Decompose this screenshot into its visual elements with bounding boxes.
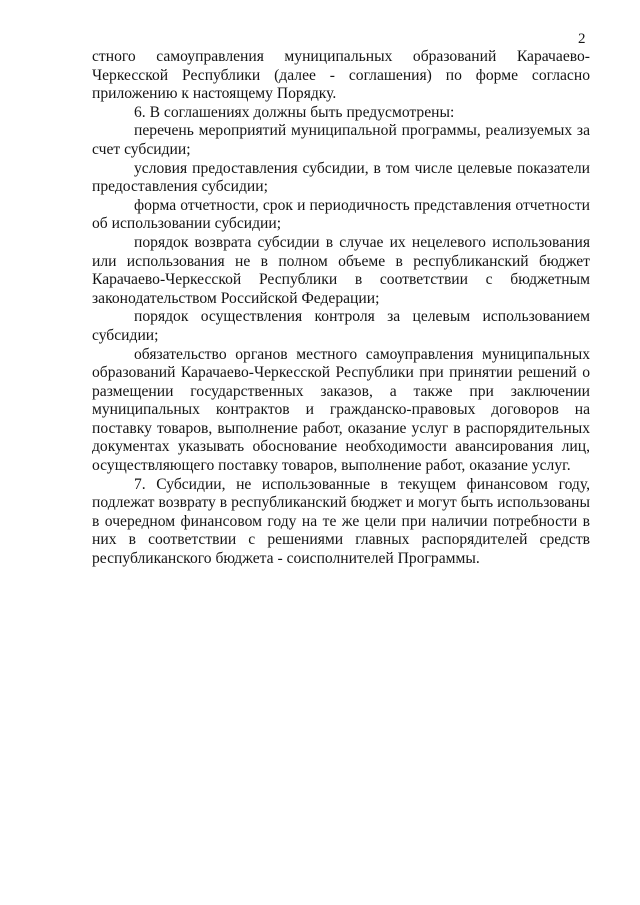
page-number: 2 — [578, 31, 586, 47]
paragraph-item-7: 7. Субсидии, не использованные в текущем финансовом году, подлежат возврату в республиканский бюджет и могут быть использованы в очередном финансовом году на те же цели при наличии потребности в них в соответствии с решениями главных распорядителей средств республиканского бюджета - соисполнителей Программы. — [92, 475, 590, 568]
paragraph-list-obligation: обязательство органов местного самоуправления муниципальных образований Карачаево-Черкесской Республики при принятии решений о размещении государственных заказов, а также при заключении муниципальных контрактов и гражданско-правовых договоров на поставку товаров, выполнение работ, оказание услуг в распорядительных документах указывать обоснование необходимости авансирования лиц, осуществляющего поставку товаров, выполнение работ, оказание услуг. — [92, 345, 590, 475]
paragraph-list-control: порядок осуществления контроля за целевым использованием субсидии; — [92, 308, 590, 344]
paragraph-list-conditions: условия предоставления субсидии, в том числе целевые показатели предоставления субсидии; — [92, 159, 590, 196]
paragraph-list-activities: перечень мероприятий муниципальной программы, реализуемых за счет субсидии; — [92, 122, 590, 158]
paragraph-continuation: стного самоуправления муниципальных образований Карачаево-Черкесской Республики (далее - соглашения) по форме согласно приложению к настоящему Порядку. — [92, 48, 590, 103]
paragraph-list-refund: порядок возврата субсидии в случае их нецелевого использования или использования не в полном объеме в республиканский бюджет Карачаево-Черкесской Республики в соответствии с бюджетным законодательством Российской Федерации; — [92, 233, 590, 307]
paragraph-list-reporting: форма отчетности, срок и периодичность представления отчетности об использовании субсидии; — [92, 196, 590, 233]
document-body — [92, 48, 590, 569]
paragraph-item-6: 6. В соглашениях должны быть предусмотрены: — [134, 103, 455, 121]
